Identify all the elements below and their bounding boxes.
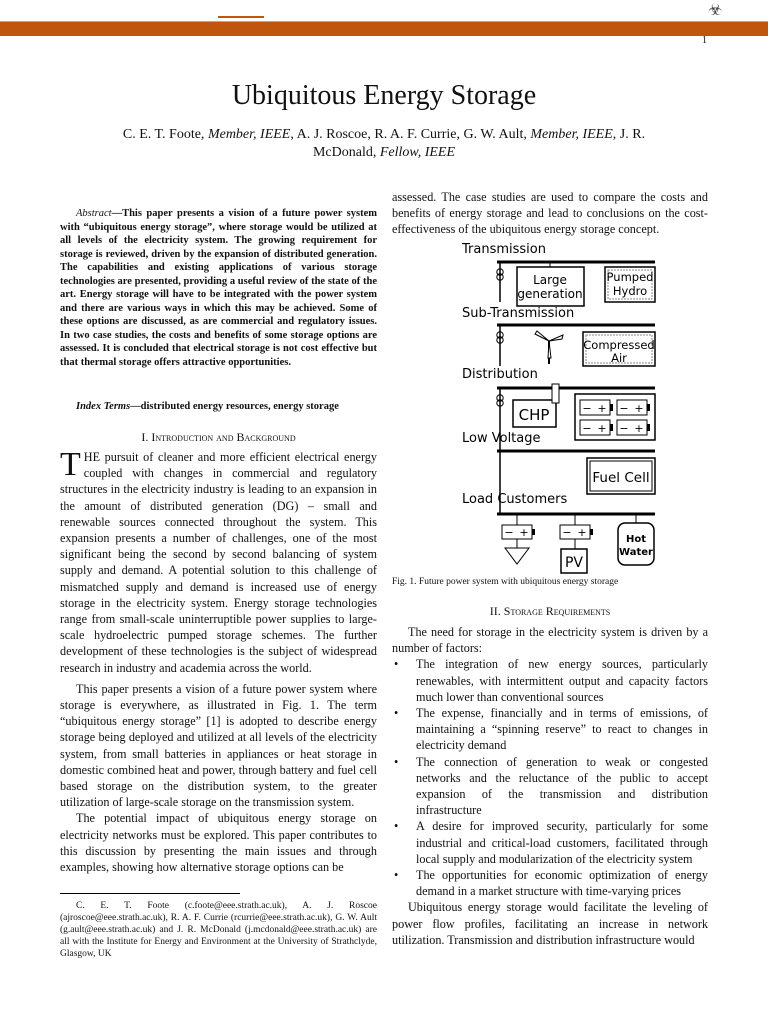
svg-text:−: −: [504, 526, 514, 539]
page-number: 1: [702, 35, 707, 46]
index-terms: [60, 400, 377, 413]
section-2-heading: II. Storage Requirements: [489, 604, 611, 618]
left-column-body: [60, 446, 377, 875]
list-item: • A desire for improved security, particularly for some industrial and critical-load customers, facilitated through local supply and modularization of the electricity system: [392, 818, 708, 867]
hot-water-label: Hot: [625, 534, 647, 545]
hot-water-label: Water: [619, 547, 653, 558]
intro-paragraph-1: [60, 446, 377, 676]
author-membership: Member, IEEE: [207, 127, 291, 142]
index-terms-text: —distributed energy resources, energy storage: [130, 401, 339, 412]
author-line-1: [80, 126, 688, 144]
pumped-hydro-label: Hydro: [612, 284, 648, 298]
requirements-list: [392, 656, 708, 899]
svg-text:+: +: [597, 422, 607, 435]
list-item: • The expense, financially and in terms of emissions, of maintaining a “spinning reserve” to react to changes in electricity demand: [392, 705, 708, 754]
viewer-header-bar: [0, 0, 768, 36]
author-line-2: [80, 144, 688, 162]
compressed-air-label: Air: [611, 351, 627, 365]
customer-battery-icon: [502, 525, 535, 539]
author-list: [80, 126, 688, 162]
author-names: C. E. T. Foote,: [122, 127, 208, 142]
customer-battery-icon: [560, 525, 593, 539]
list-item: • The connection of generation to weak or congested networks and the reluctance of the public to accept expansion of the transmission and distribution infrastructure: [392, 754, 708, 819]
svg-text:+: +: [634, 422, 644, 435]
figure-1-power-system: [455, 238, 685, 578]
svg-text:−: −: [582, 402, 592, 415]
intro-paragraph-3: The potential impact of ubiquitous energy storage on electricity networks must be explored. This paper contributes to this discussion by presenting the main issues and through examples, showing how alternative storage options can be: [60, 811, 377, 875]
footnote: C. E. T. Foote (c.foote@eee.strath.ac.uk), A. J. Roscoe (ajroscoe@eee.strath.ac.uk), R. A. F. Currie (rcurrie@eee.strath.ac.uk), G. W. Ault (g.ault@eee.strath.ac.uk) and J. R. McDonald (j.mcdonald@eee.strath.ac.uk) are all with the Institute for Energy and Environment at the University of Strathclyde, Glasgow, UK: [60, 901, 377, 959]
label-distribution: Distribution: [462, 367, 538, 382]
list-item: • The integration of new energy sources, particularly renewables, with intermittent output and capacity factors much lower than conventional sources: [392, 656, 708, 705]
intro-paragraph-1-text: HE pursuit of cleaner and more efficient electrical energy coupled with changes in commercial and regulatory structures in the electricity industry is leading to an expansion in the amount of distributed generation (DG) – small and renewable sources connected throughout the system. This expansion presents a number of challenges, one of the most significant being the second by second balancing of system supply and demand. A potential solution to this challenge of mismatched supply and demand is increased use of energy storage in the electricity system. Energy storage technologies range from small-scale uninterruptible power supplies to large-scale hydroelectric pumped storage schemes. The further development of these technologies is the subject of widespread research in industry and academia across the world.: [60, 450, 377, 675]
chp-label: CHP: [518, 406, 550, 424]
svg-text:−: −: [619, 402, 629, 415]
header-accent-bar: [0, 22, 768, 36]
author-membership: Member, IEEE: [530, 127, 613, 142]
author-names: McDonald,: [312, 145, 380, 160]
svg-text:+: +: [519, 526, 529, 539]
svg-text:−: −: [562, 526, 572, 539]
author-membership: Fellow, IEEE: [379, 145, 456, 160]
wind-turbine-icon: [535, 331, 563, 364]
label-transmission: Transmission: [462, 242, 546, 257]
pv-label: PV: [564, 555, 584, 571]
abstract-text: —This paper presents a vision of a future power system with “ubiquitous energy storage”, where storage would be utilized at all levels of the electricity system. The growing requirement for storage is reviewed, driven by the expansion of distributed generation. The capabilities and existing applications of various storage technologies are presented, providing a useful review of the state of the art. Energy storage will have to be integrated with the power system and there are various ways in which this may be achieved. Some of these options are discussed, as are commercial and regulatory issues. In two case studies, the costs and benefits of some storage options are assessed. It is concluded that electrical storage is not cost effective but that thermal storage offers attractive opportunities.: [60, 208, 377, 368]
section-2-body: [392, 624, 708, 948]
svg-text:+: +: [597, 402, 607, 415]
figure-1-caption: Fig. 1. Future power system with ubiquitous energy storage: [392, 577, 619, 587]
abstract: [60, 207, 377, 369]
label-low-voltage: Low Voltage: [462, 431, 541, 446]
header-strip: [0, 0, 768, 22]
fuel-cell-label: Fuel Cell: [592, 470, 650, 486]
label-load-customers: Load Customers: [462, 492, 568, 507]
pumped-hydro-label: Pumped: [606, 270, 654, 284]
author-names: , A. J. Roscoe, R. A. F. Currie, G. W. Ault,: [290, 127, 531, 142]
svg-text:−: −: [582, 422, 592, 435]
section-2-intro: The need for storage in the electricity system is driven by a number of factors:: [392, 625, 708, 656]
index-terms-label: Index Terms: [76, 401, 131, 412]
chp-chimney-icon: [552, 384, 559, 403]
compressed-air-label: Compressed: [583, 338, 655, 352]
right-column-intro: assessed. The case studies are used to compare the costs and benefits of energy storage and lead to conclusions on the cost-effectiveness of the ubiquitous energy storage concept.: [392, 190, 708, 237]
svg-text:−: −: [619, 422, 629, 435]
intro-paragraph-2: This paper presents a vision of a future power system where storage is everywhere, as illustrated in Fig. 1. The term “ubiquitous energy storage” [1] is adopted to describe energy storage being deployed and utilized at all levels of the electricity system, from small batteries in appliances or heat storage in domestic combined heat and power, through battery and fuel cell based storage on the distribution system, to the greater utilization of large-scale storage on the transmission system.: [60, 681, 377, 810]
abstract-label: Abstract: [76, 208, 112, 219]
list-item: • The opportunities for economic optimization of energy demand in a market structure with time-varying prices: [392, 867, 708, 899]
label-sub-transmission: Sub-Transmission: [462, 306, 575, 321]
paper-title: Ubiquitous Energy Storage: [231, 80, 537, 111]
load-triangle-icon: [505, 548, 529, 564]
section-2-paragraph-2: Ubiquitous energy storage would facilitate the leveling of power flow profiles, facilitating an increase in network utilization. Transmission and distribution infrastructure would: [392, 900, 708, 947]
publisher-logo-icon[interactable]: ☣: [708, 2, 723, 19]
footnote-rule: [60, 893, 240, 894]
drop-cap: T: [60, 446, 81, 483]
svg-text:+: +: [577, 526, 587, 539]
header-tab-indicator[interactable]: [218, 16, 264, 18]
section-1-heading: I. Introduction and Background: [141, 430, 296, 444]
large-generation-label: Large: [533, 273, 567, 287]
svg-text:+: +: [634, 402, 644, 415]
large-generation-label: generation: [517, 287, 583, 301]
author-names: , J. R.: [612, 127, 646, 142]
